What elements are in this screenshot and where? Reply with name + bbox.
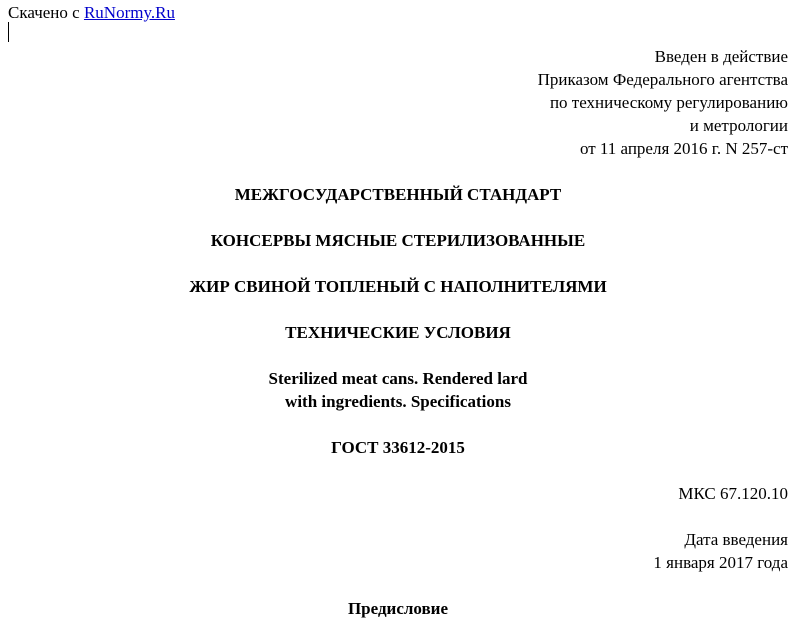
english-title-line-1: Sterilized meat cans. Rendered lard	[268, 369, 528, 388]
title-line-3: ТЕХНИЧЕСКИЕ УСЛОВИЯ	[285, 323, 511, 342]
intro-line-5: от 11 апреля 2016 г. N 257-ст	[579, 139, 788, 158]
title-line-2: ЖИР СВИНОЙ ТОПЛЕНЫЙ С НАПОЛНИТЕЛЯМИ	[189, 277, 607, 296]
gost-number: ГОСТ 33612-2015	[331, 438, 465, 457]
intro-date-label: Дата введения	[684, 530, 788, 549]
english-title-line-2: with ingredients. Specifications	[285, 392, 511, 411]
runormy-link[interactable]: RuNormy.Ru	[83, 3, 175, 22]
foreword-heading: Предисловие	[347, 599, 449, 618]
title-line-1: КОНСЕРВЫ МЯСНЫЕ СТЕРИЛИЗОВАННЫЕ	[210, 231, 586, 250]
text-cursor	[8, 22, 9, 42]
intro-line-2: Приказом Федерального агентства	[537, 70, 788, 89]
mks-code: МКС 67.120.10	[678, 484, 788, 503]
intro-line-4: и метрологии	[689, 116, 788, 135]
intro-line-3: по техническому регулированию	[549, 93, 788, 112]
heading-interstate-standard: МЕЖГОСУДАРСТВЕННЫЙ СТАНДАРТ	[234, 185, 562, 204]
intro-date-value: 1 января 2017 года	[653, 553, 788, 572]
intro-line-1: Введен в действие	[654, 47, 788, 66]
source-line	[8, 2, 175, 23]
source-prefix: Скачено с	[8, 3, 84, 22]
